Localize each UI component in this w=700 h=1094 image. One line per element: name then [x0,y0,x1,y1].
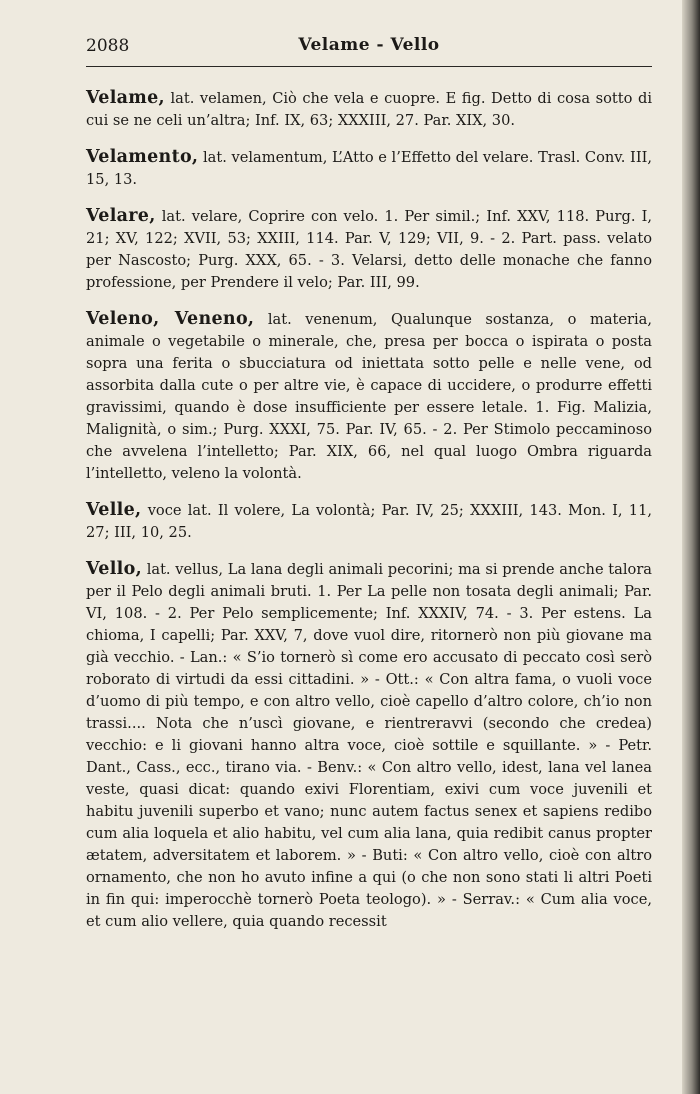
page-header [86,34,652,60]
entry-text-veleno: lat. venenum, Qualunque sostanza, o materia, animale o vegetabile o minerale, che, presa per bocca o ispirata o posta sopra una ferita o sbucciatura od iniettata sotto pelle e nelle vene, od assorbita dalla cute o per altre vie, è capace di uccidere, o produrre effetti gravissimi, quando è dose insufficiente per essere letale. 1. Fig. Malizia, Malignità, o sim.; Purg. XXXI, 75. Par. IV, 65. - 2. Per Stimolo peccaminoso che avvelena l’intelletto; Par. XIX, 66, nel qual luogo Ombra riguarda l’intelletto, veleno la volontà. [86,311,653,482]
headword-velame: Velame, [86,88,165,108]
headword-veleno: Veleno, Veneno, [86,309,255,329]
headword-velare: Velare, [86,206,156,226]
entry-text-velle: voce lat. Il volere, La volontà; Par. IV, 25; XXXIII, 143. Mon. I, 11, 27; III, 10, 25. [86,502,653,541]
entry-velamento [86,146,652,191]
header-rule [86,66,652,67]
headword-vello: Vello, [86,559,142,579]
entry-velare [86,205,652,294]
entry-text-velamento: lat. velamentum, L’Atto e l’Effetto del velare. Trasl. Conv. III, 15, 13. [86,149,652,188]
book-spine-shadow [682,0,700,1094]
entry-vello [86,558,652,933]
headword-velamento: Velamento, [86,147,199,167]
entry-text-velame: lat. velamen, Ciò che vela e cuopre. E fig. Detto di cosa sotto di cui se ne celi un’altra; Inf. IX, 63; XXXIII, 27. Par. XIX, 30. [86,90,652,129]
page-number: 2088 [86,36,130,56]
headword-velle: Velle, [86,500,142,520]
dictionary-page [86,34,652,947]
entry-velle [86,499,652,544]
entry-velame [86,87,652,132]
entry-text-vello: lat. vellus, La lana degli animali pecorini; ma si prende anche talora per il Pelo degli animali bruti. 1. Per La pelle non tosata degli animali; Par. VI, 108. - 2. Per Pelo semplicemente; Inf. XXXIV, 74. - 3. Per estens. La chioma, I capelli; Par. XXV, 7, dove vuol dire, ritornerò non più giovane ma già vecchio. - Lan.: « S’io tornerò sì come ero accusato di peccato così serò roborato di virtudi da essi cittadini. » - Ott.: « Con altra fama, o vuoli voce d’uomo di più tempo, e con altro vello, cioè capello d’altro colore, ch’io non trassi.... Nota che n’uscì giovane, e rientreravvi (secondo che credea) vecchio: e li giovani hanno altra voce, cioè sottile e squillante. » - Petr. Dant., Cass., ecc., tirano via. - Benv.: « Con altro vello, idest, lana vel lanea veste, quasi dicat: quando exivi Florentiam, exivi cum voce juvenili et habitu juvenili superbo et vano; nunc autem factus senex et sapiens redibo cum alia loquela et alio habitu, vel cum alia lana, quia redibit canus propter ætatem, adversitatem et laborem. » - Buti: « Con altro vello, cioè con altro ornamento, che non ho avuto infine a qui (o che non sono stati li altri Poeti in fin qui: imperocchè tornerò Poeta teologo). » - Serrav.: « Cum alia voce, et cum alio vellere, quia quando recessit [86,561,653,930]
entry-text-velare: lat. velare, Coprire con velo. 1. Per simil.; Inf. XXV, 118. Purg. I, 21; XV, 122; XVII, 53; XXIII, 114. Par. V, 129; VII, 9. - 2. Part. pass. velato per Nascosto; Purg. XXX, 65. - 3. Velarsi, detto delle monache che fanno professione, per Prendere il velo; Par. III, 99. [86,208,652,291]
entry-veleno [86,308,652,485]
running-title: Velame - Vello [298,35,440,55]
